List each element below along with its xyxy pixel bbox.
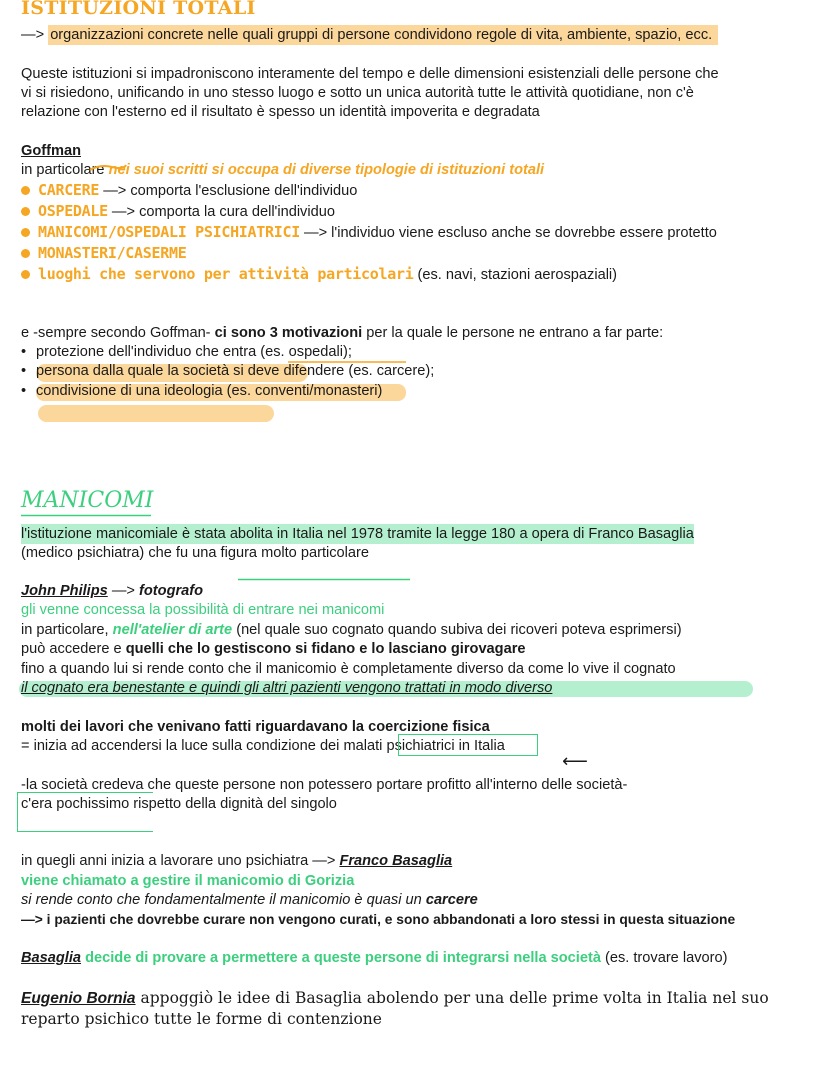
- bullet-dot-icon: [21, 249, 30, 258]
- cognato-line: il cognato era benestante e quindi gli altri pazienti vengono trattati in modo diverso: [21, 680, 553, 696]
- box-mark: [398, 734, 538, 756]
- motivation-item: [21, 362, 434, 381]
- bullet-item: [21, 244, 186, 264]
- motivation-text: protezione dell'individuo che entra (es. ospedali);: [36, 344, 352, 360]
- intro-line-1: Queste istituzioni si impadroniscono interamente del tempo e delle dimensioni esistenziali delle persone che: [21, 66, 719, 82]
- eugenio-bornia: Eugenio Bornia: [21, 990, 136, 1007]
- accedere-pre: può accedere e: [21, 641, 122, 657]
- pazienti-line: —> i pazienti che dovrebbe curare non vengono curati, e sono abbandonati a loro stessi in questa situazione: [21, 912, 736, 927]
- basaglia-line: [21, 949, 727, 968]
- john-philips: John Philips: [21, 583, 108, 599]
- underline-mark: [238, 578, 412, 581]
- bullet-label: MANICOMI/OSPEDALI PSICHIATRICI: [38, 223, 300, 241]
- anni-pre: in quegli anni inizia a lavorare uno psichiatra: [21, 853, 309, 869]
- abolition-line-2: (medico psichiatra) che fu una figura molto particolare: [21, 545, 369, 561]
- bullet-dot-icon: [21, 270, 30, 279]
- accedere-line: [21, 640, 526, 659]
- motivations-intro: [21, 324, 663, 343]
- accedere-bold: quelli che lo gestiscono si fidano e lo lasciano girovagare: [125, 641, 526, 657]
- left-arrow-icon: ⟵: [562, 751, 588, 772]
- atelier-pre: in particolare,: [21, 622, 109, 638]
- title-underline: [21, 514, 153, 517]
- box-mark: [17, 792, 153, 832]
- bornia-text: appoggiò le idee di Basaglia abolendo per una delle prime volta in Italia nel suo: [140, 989, 769, 1007]
- decide: decide di provare a permettere a queste persone di integrarsi nella società: [85, 950, 601, 966]
- bullet-icon: •: [21, 383, 27, 399]
- section-title-istituzioni: ISTITUZIONI TOTALI: [21, 0, 256, 19]
- bullet-dot-icon: [21, 228, 30, 237]
- gorizia-line: viene chiamato a gestire il manicomio di Gorizia: [21, 873, 355, 889]
- intro-line-2: vi si risiedono, unificando in uno stesso luogo e sotto un unica autorità tutte le attività quotidiane, non c'è: [21, 85, 694, 101]
- motiv-post: per la quale le persone ne entrano a far parte:: [366, 325, 664, 341]
- motiv-pre: e -sempre secondo Goffman-: [21, 325, 211, 341]
- bornia-line-1: [21, 988, 769, 1009]
- bullet-item: [21, 202, 335, 222]
- motiv-bold: ci sono 3 motivazioni: [214, 325, 363, 341]
- bullet-text: —> comporta la cura dell'individuo: [111, 204, 335, 220]
- abolition-highlight: l'istituzione manicomiale è stata abolita in Italia nel 1978 tramite la legge 180 a opera di Franco Basaglia: [21, 526, 694, 542]
- bullet-text: —> comporta l'esclusione dell'individuo: [103, 183, 358, 199]
- highlight-mark: [38, 405, 274, 422]
- manicomi-title-text: MANICOMI: [21, 488, 154, 513]
- bullet-label: CARCERE: [38, 181, 100, 199]
- bullet-dot-icon: [21, 186, 30, 195]
- bullet-label: MONASTERI/CASERME: [38, 244, 187, 262]
- strike-mark: [88, 162, 128, 174]
- arrow: —>: [312, 853, 336, 869]
- bullet-text: —> l'individuo viene escluso anche se dovrebbe essere protetto: [304, 225, 717, 241]
- carcere: carcere: [425, 892, 478, 908]
- carcere-pre: si rende conto che fondamentalmente il manicomio è quasi un: [21, 892, 422, 908]
- rispetto-line: c'era pochissimo rispetto della dignità del singolo: [21, 796, 337, 812]
- carcere-line: [21, 891, 478, 910]
- lavori-line: molti dei lavori che venivano fatti riguardavano la coercizione fisica: [21, 719, 490, 735]
- definition-line: [21, 26, 718, 45]
- fotografo: fotografo: [139, 583, 204, 599]
- goffman-heading: Goffman: [21, 143, 81, 159]
- bullet-label: OSPEDALE: [38, 202, 108, 220]
- motivation-text: persona dalla quale la società si deve difendere (es. carcere);: [36, 363, 435, 379]
- john-line: [21, 582, 203, 601]
- bornia-line-2: reparto psichico tutte le forme di contenzione: [21, 1010, 382, 1028]
- fino-line: fino a quando lui si rende conto che il manicomio è completamente diverso da come lo vive il cognato: [21, 661, 676, 677]
- arrow: —>: [21, 27, 45, 43]
- decide-post: (es. trovare lavoro): [605, 950, 728, 966]
- motivation-text: condivisione di una ideologia (es. conventi/monasteri): [36, 383, 383, 399]
- arrow: —>: [111, 583, 135, 599]
- franco-basaglia: Franco Basaglia: [339, 853, 453, 869]
- societa-line: -la società credeva che queste persone non potessero portare profitto all'interno delle società-: [21, 777, 628, 793]
- bullet-item: [21, 265, 617, 285]
- particolare-text: in particolare: [21, 162, 105, 178]
- atelier-post: (nel quale suo cognato quando subiva dei ricoveri poteva esprimersi): [236, 622, 682, 638]
- bullet-item: [21, 181, 357, 201]
- bullet-label: luoghi che servono per attività particolari: [38, 265, 414, 283]
- bullet-item: [21, 223, 717, 243]
- bullet-icon: •: [21, 344, 27, 360]
- bullet-icon: •: [21, 363, 27, 379]
- basaglia: Basaglia: [21, 950, 82, 966]
- concessa-line: gli venne concessa la possibilità di entrare nei manicomi: [21, 602, 385, 618]
- abolition-line: [21, 525, 694, 544]
- intro-line-3: relazione con l'esterno ed il risultato è spesso un identità impoverita e degradata: [21, 104, 540, 120]
- motivation-item: [21, 382, 382, 401]
- anni-line: [21, 852, 452, 871]
- bullet-text: (es. navi, stazioni aerospaziali): [417, 267, 618, 283]
- atelier-line: [21, 621, 682, 640]
- definition-highlight: organizzazioni concrete nelle quali gruppi di persone condividono regole di vita, ambiente, spazio, ecc.: [48, 25, 718, 45]
- particolare-note: nei suoi scritti si occupa di diverse tipologie di istituzioni totali: [108, 162, 545, 178]
- section-title-manicomi: [21, 488, 153, 513]
- bullet-dot-icon: [21, 207, 30, 216]
- luce-line: = inizia ad accendersi la luce sulla condizione dei malati psichiatrici in Italia: [21, 738, 505, 754]
- atelier: nell'atelier di arte: [112, 622, 233, 638]
